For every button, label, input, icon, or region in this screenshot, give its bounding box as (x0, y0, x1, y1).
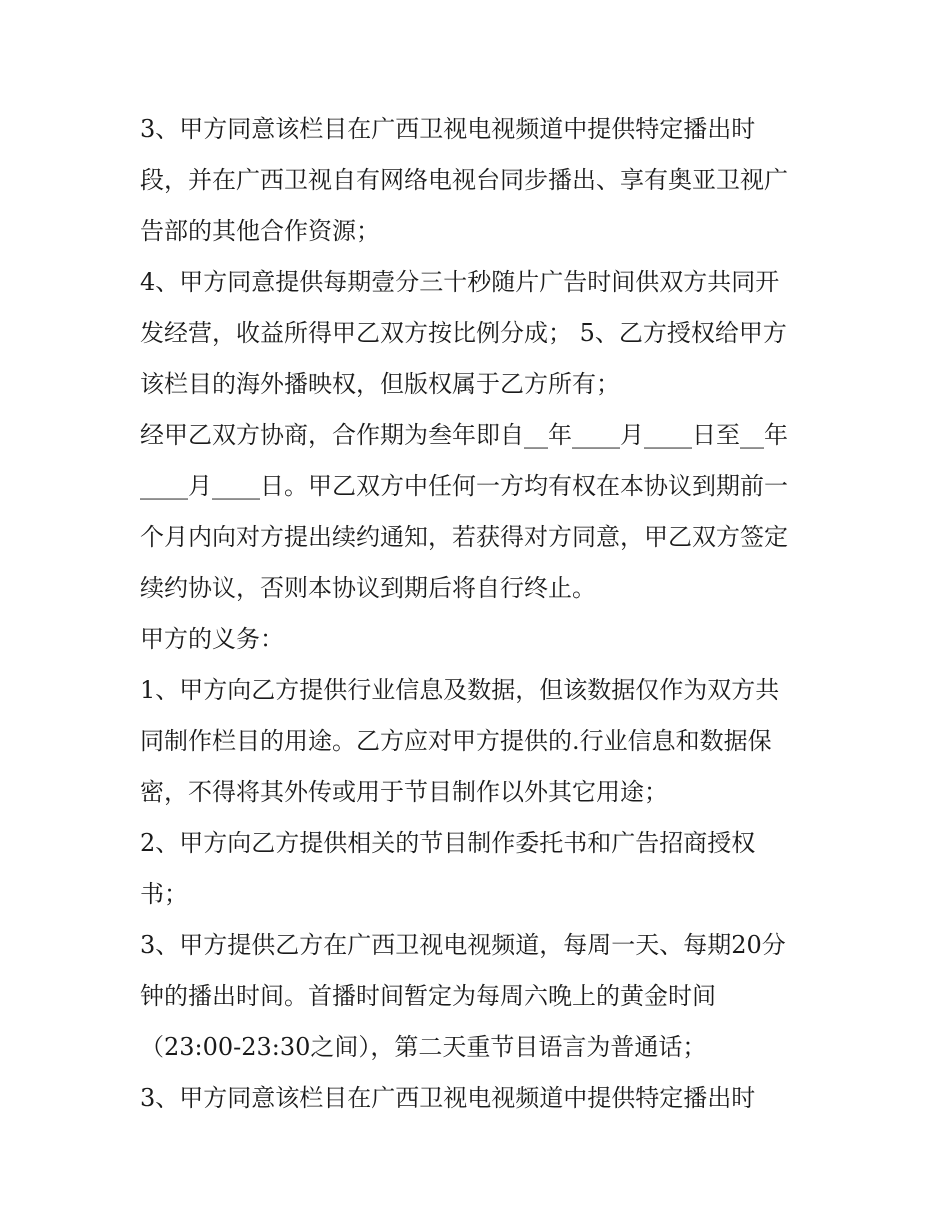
document-body (140, 104, 820, 1124)
text-line: 发经营，收益所得甲乙双方按比例分成； 5、乙方授权给甲方 (140, 319, 787, 347)
text-line: 告部的其他合作资源； (140, 217, 380, 245)
text-line: 该栏目的海外播映权，但版权属于乙方所有； (140, 370, 620, 398)
text-line: （23:00-23:30之间），第二天重节目语言为普通话； (140, 1033, 707, 1061)
text-line: 续约协议，否则本协议到期后将自行终止。 (140, 574, 596, 602)
section-heading: 甲方的义务： (140, 625, 284, 653)
text-line: 3、甲方同意该栏目在广西卫视电视频道中提供特定播出时 (140, 1084, 756, 1112)
text-line: 1、甲方向乙方提供行业信息及数据，但该数据仅作为双方共 (140, 676, 780, 704)
text-line: 4、甲方同意提供每期壹分三十秒随片广告时间供双方共同开 (140, 268, 780, 296)
text-line: 密，不得将其外传或用于节目制作以外其它用途； (140, 778, 668, 806)
text-line: 2、甲方向乙方提供相关的节目制作委托书和广告招商授权 (140, 829, 756, 857)
text-line: 段，并在广西卫视自有网络电视台同步播出、享有奥亚卫视广 (140, 166, 788, 194)
text-line: 个月内向对方提出续约通知，若获得对方同意，甲乙双方签定 (140, 523, 788, 551)
text-line: 书； (140, 880, 188, 908)
text-line: 3、甲方提供乙方在广西卫视电视频道，每周一天、每期20分 (140, 931, 786, 959)
text-line: 同制作栏目的用途。乙方应对甲方提供的.行业信息和数据保 (140, 727, 772, 755)
text-line: 3、甲方同意该栏目在广西卫视电视频道中提供特定播出时 (140, 115, 756, 143)
text-line: ____月____日。甲乙双方中任何一方均有权在本协议到期前一 (140, 472, 788, 500)
text-line: 钟的播出时间。首播时间暂定为每周六晚上的黄金时间 (140, 982, 716, 1010)
text-line: 经甲乙双方协商，合作期为叁年即自__年____月____日至__年 (140, 421, 788, 449)
